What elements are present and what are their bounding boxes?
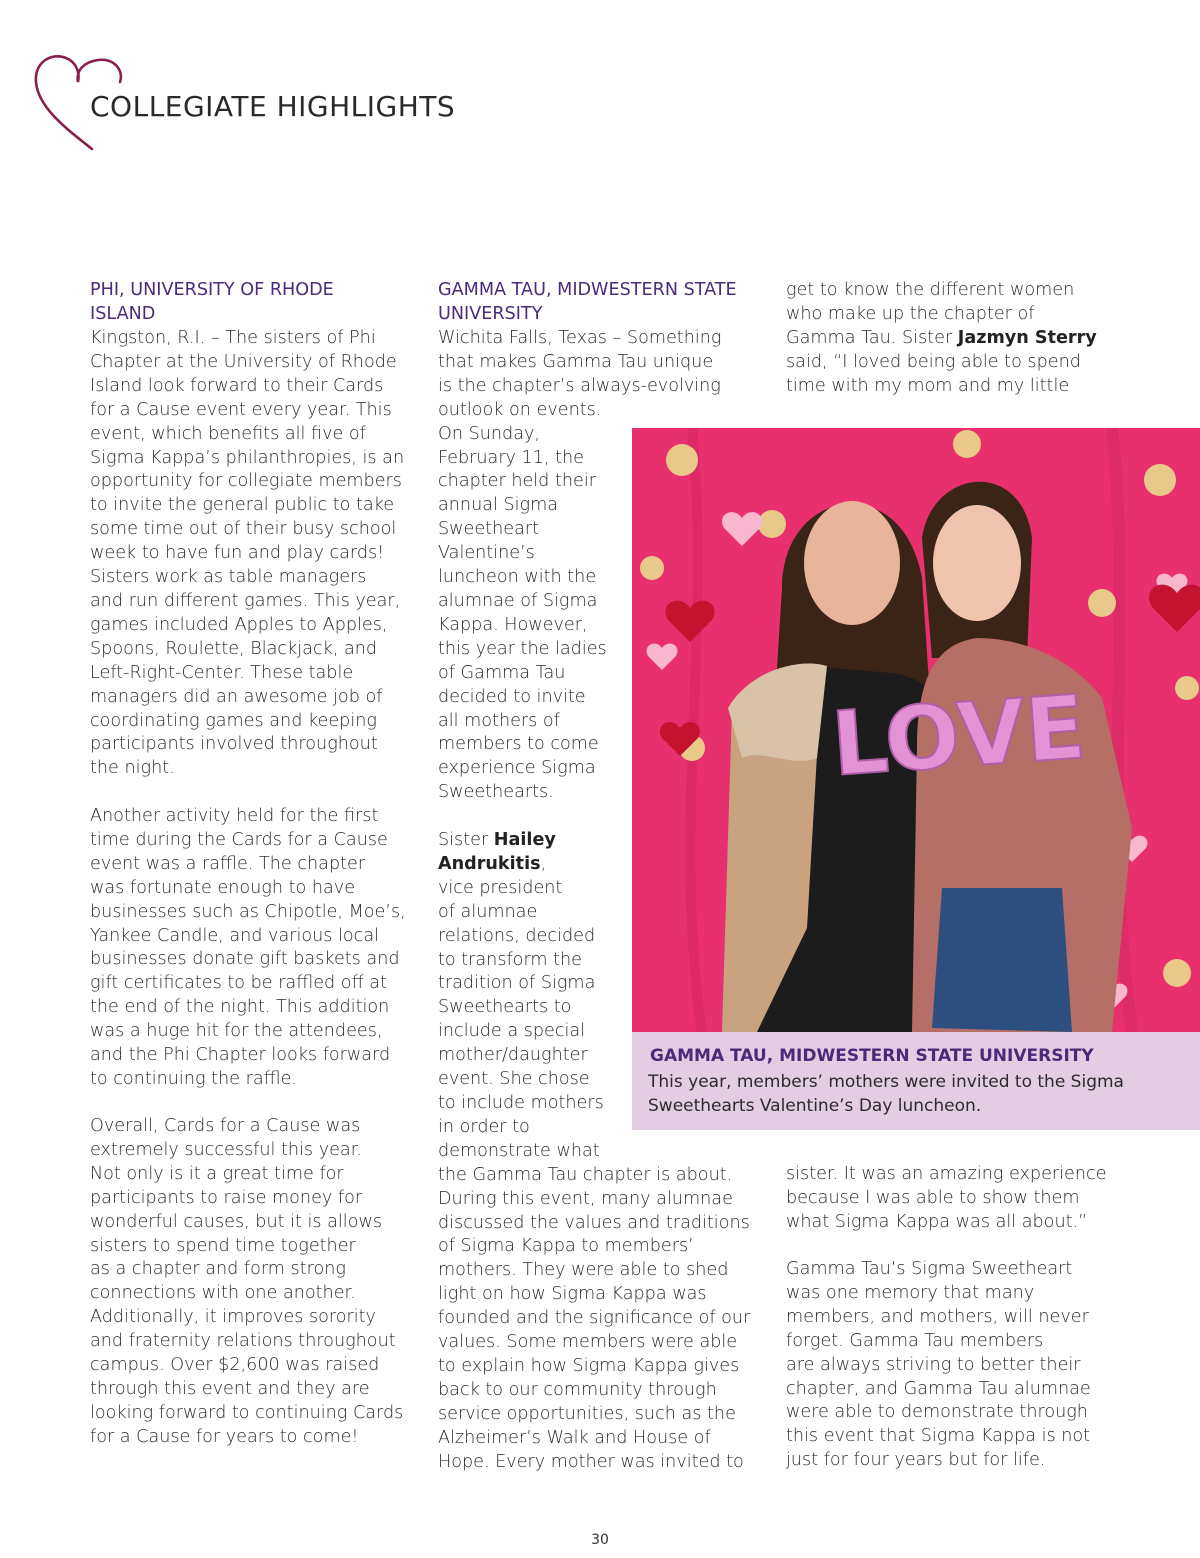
caption-body: This year, members’ mothers were invited to the Sigma Sweethearts Valentine’s Day luncheon.	[648, 1072, 1124, 1116]
event-photo	[632, 428, 1200, 1032]
gamma-tau-paragraph-5: Gamma Tau’s Sigma Sweetheart was one memory that many members, and mothers, will never forget. Gamma Tau members are always striving to better their chapter, and Gamma Tau alumnae were able to demonstrate through this event that Sigma Kappa is not just for four years but for life.	[786, 1259, 1091, 1471]
name-jazmyn-sterry: Jazmyn Sterry	[957, 327, 1097, 348]
phi-paragraph-2: Another activity held for the first time during the Cards for a Cause event was a raffle. The chapter was fortunate enough to have businesses such as Chipotle, Moe’s, Yankee Candle, and various local businesses donate gift baskets and gift certificates to be raffled off at the end of the night. This addition was a huge hit for the attendees, and the Phi Chapter looks forward to continuing the raffle.	[90, 806, 406, 1089]
love-sign: LOVE	[828, 675, 1089, 796]
phi-paragraph-1: Kingston, R.I. – The sisters of Phi Chapter at the University of Rhode Island look forward to their Cards for a Cause event every year. This event, which benefits all five of Sigma Kappa’s philanthropies, is an opportunity for collegiate members to invite the general public to take some time out of their busy school week to have fun and play cards! Sisters work as table managers and run different games. This year, games included Apples to Apples, Spoons, Roulette, Blackjack, and Left-Right-Center. These table managers did an awesome job of coordinating games and keeping participants involved throughout the night.	[90, 328, 405, 779]
phi-paragraph-3: Overall, Cards for a Cause was extremely successful this year. Not only is it a great time for participants to raise money for wonderful causes, but it is allows sisters to spend time together as a chapter and form strong connections with one another. Additionally, it improves sorority and fraternity relations throughout campus. Over $2,600 was raised through this event and they are looking forward to continuing Cards for a Cause for years to come!	[90, 1116, 404, 1447]
section-title: COLLEGIATE HIGHLIGHTS	[90, 90, 456, 123]
name-hailey: Hailey	[493, 830, 556, 850]
page-number: 30	[591, 1532, 609, 1548]
caption-title: GAMMA TAU, MIDWESTERN STATE UNIVERSITY	[650, 1046, 1094, 1066]
gamma-tau-paragraph-3: get to know the different women who make up the chapter of Gamma Tau. Sister Jazmyn Sterry said, “I loved being able to spend time with my mom and my little	[786, 280, 1097, 396]
name-andrukitis: Andrukitis	[438, 853, 541, 874]
gamma-tau-paragraph-2: Sister Hailey Andrukitis, vice president of alumnae relations, decided to transform the tradition of Sigma Sweethearts to include a special mother/daughter event. She chose to include mothers in order to demonstrate what the Gamma Tau chapter is about. During this event, many alumnae discussed the values and traditions of Sigma Kappa to members’ mothers. They were able to shed light on how Sigma Kappa was founded and the significance of our values. Some members were able to explain how Sigma Kappa gives back to our community through service opportunities, such as the Alzheimer’s Walk and House of Hope. Every mother was invited to	[438, 830, 751, 1472]
gamma-tau-paragraph-1: Wichita Falls, Texas – Something that makes Gamma Tau unique is the chapter’s always-evolving outlook on events. On Sunday, February 11, the chapter held their annual Sigma Sweetheart Valentine’s luncheon with the alumnae of Sigma Kappa. However, this year the ladies of Gamma Tau decided to invite all mothers of members to come experience Sigma Sweethearts.	[438, 328, 722, 803]
article-heading-gamma-tau: GAMMA TAU, MIDWESTERN STATE UNIVERSITY	[438, 280, 737, 324]
gamma-tau-paragraph-4: sister. It was an amazing experience because I was able to show them what Sigma Kappa was all about.”	[786, 1164, 1107, 1232]
photo-caption	[632, 1032, 1200, 1130]
article-heading-phi: PHI, UNIVERSITY OF RHODE ISLAND	[90, 280, 334, 324]
